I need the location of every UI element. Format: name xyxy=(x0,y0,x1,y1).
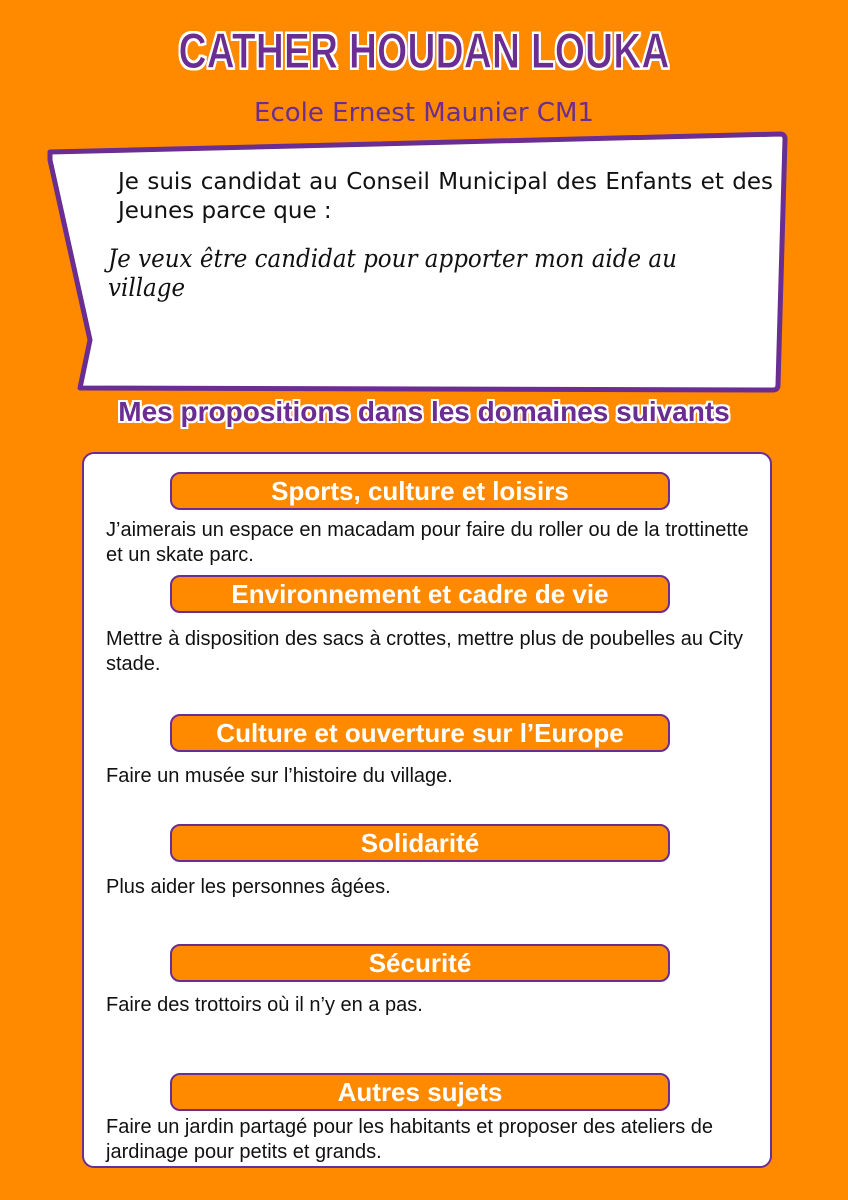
bubble-reason-text: Je veux être candidat pour apporter mon aide au village xyxy=(108,244,677,302)
domain-title: Sécurité xyxy=(170,944,670,982)
domain-text: Faire des trottoirs où il n’y en a pas. xyxy=(106,994,423,1016)
domain-title: Sports, culture et loisirs xyxy=(170,472,670,510)
domain-text: Faire un jardin partagé pour les habitants et proposer des ateliers de jardinage pour petits et grands. xyxy=(106,1116,714,1163)
school-name: Ecole Ernest Maunier CM1 xyxy=(254,98,594,128)
domain-text: J’aimerais un espace en macadam pour faire du roller ou de la trottinette et un skate parc. xyxy=(106,519,749,566)
domain-title: Culture et ouverture sur l’Europe xyxy=(170,714,670,752)
bubble-intro-text: Je suis candidat au Conseil Municipal des Enfants et des Jeunes parce que : xyxy=(118,169,773,224)
domain-text: Plus aider les personnes âgées. xyxy=(106,876,391,898)
domain-text: Faire un musée sur l’histoire du village. xyxy=(106,765,453,787)
domain-title: Autres sujets xyxy=(170,1073,670,1111)
domain-text: Mettre à disposition des sacs à crottes, mettre plus de poubelles au City stade. xyxy=(106,628,743,675)
candidate-name: CATHER HOUDAN LOUKA xyxy=(178,23,670,79)
domain-title: Solidarité xyxy=(170,824,670,862)
domain-title: Environnement et cadre de vie xyxy=(170,575,670,613)
section-title: Mes propositions dans les domaines suivants xyxy=(118,396,730,427)
